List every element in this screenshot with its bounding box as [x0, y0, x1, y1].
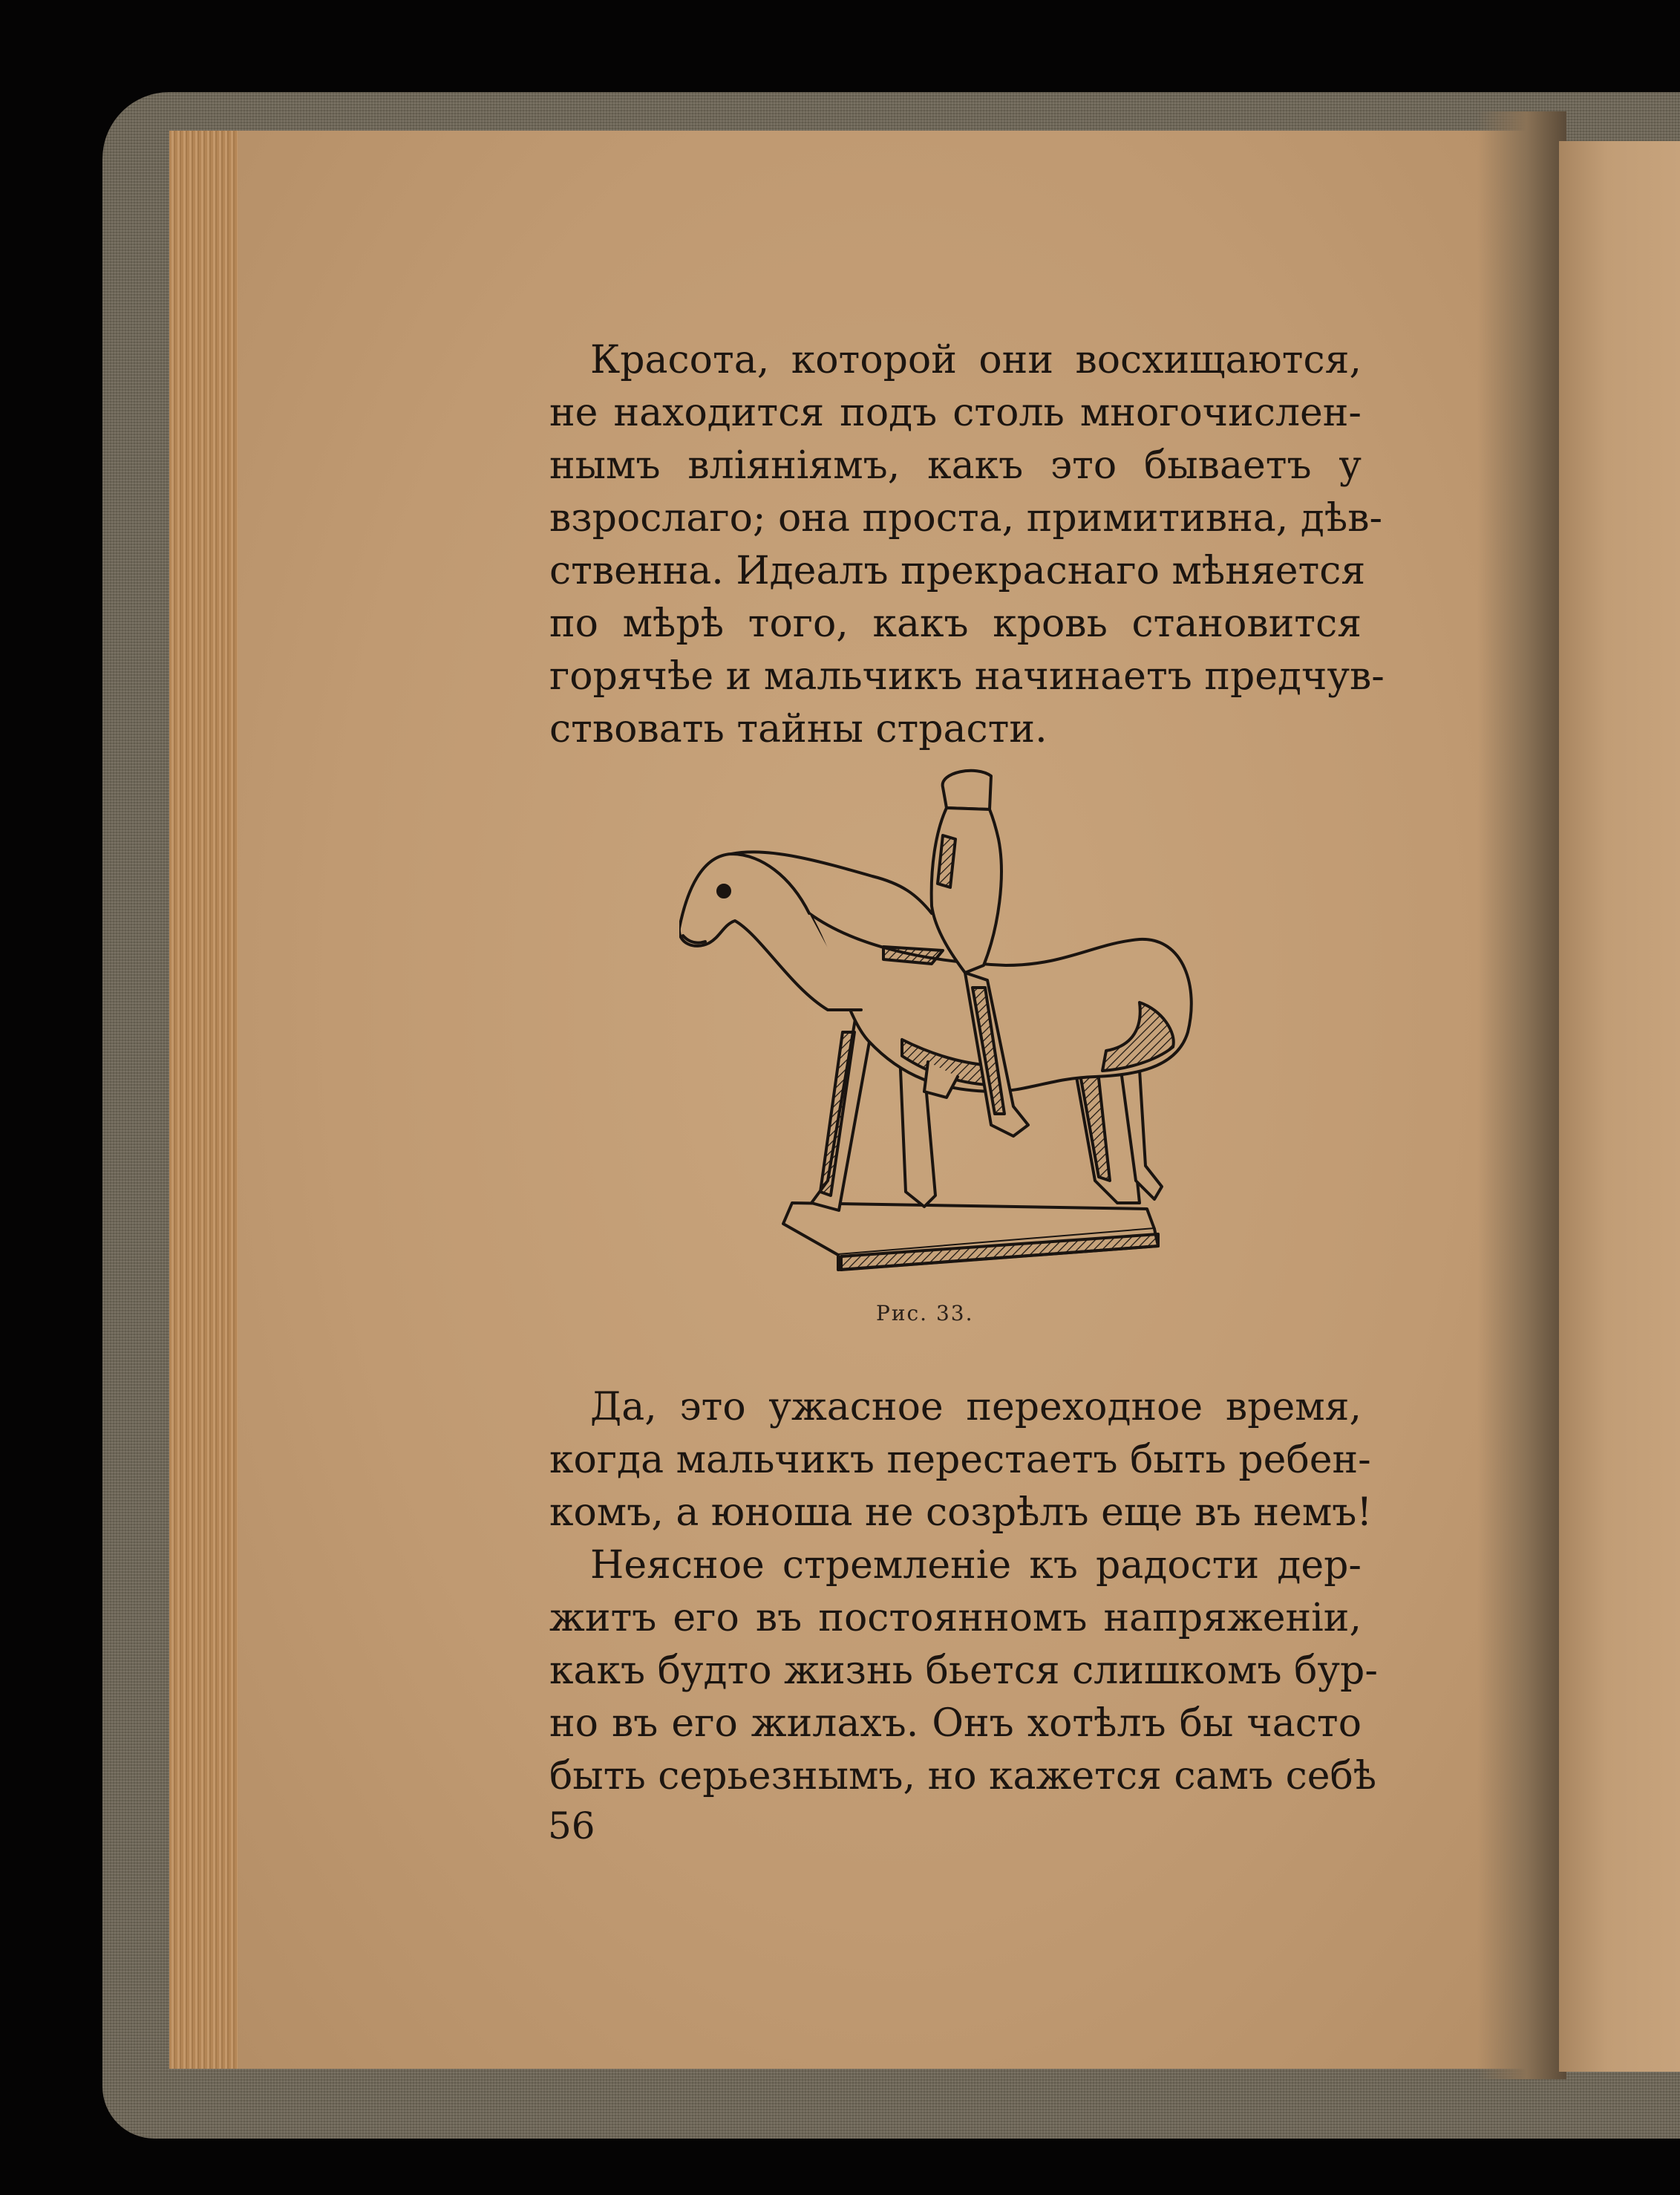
text-line: быть серьезнымъ, но кажется самъ себѣ: [549, 1754, 1377, 1798]
paragraph-2: [549, 1381, 1373, 1539]
text-line: горячѣе и мальчикъ начинаетъ предчув-: [549, 654, 1385, 699]
next-page-edge: [1559, 141, 1680, 2072]
text-line: по мѣрѣ того, какъ кровь становится: [549, 601, 1362, 646]
page-number: 56: [548, 1804, 595, 1847]
book-gutter: [1477, 111, 1566, 2079]
paragraph-1: [549, 334, 1385, 756]
text-line: житъ его въ постоянномъ напряженіи,: [549, 1596, 1362, 1640]
text-line: Да, это ужасное переходное время,: [590, 1385, 1362, 1429]
text-line: нымъ вліяніямъ, какъ это бываетъ у: [549, 443, 1362, 488]
horse-rider-figure: [679, 765, 1221, 1285]
text-line: ственна. Идеалъ прекраснаго мѣняется: [549, 549, 1366, 593]
text-line: не находится подъ столь многочислен-: [549, 391, 1362, 435]
figure-caption: Рис. 33.: [876, 1301, 974, 1325]
text-line: Неясное стремленіе къ радости дер-: [590, 1543, 1362, 1588]
text-line: когда мальчикъ перестаетъ быть ребен-: [549, 1438, 1371, 1482]
text-line: ствовать тайны страсти.: [549, 707, 1047, 751]
text-line: взрослаго; она проста, примитивна, дѣв-: [549, 496, 1383, 541]
text-line: Красота, которой они восхищаются,: [590, 338, 1362, 382]
text-line: какъ будто жизнь бьется слишкомъ бур-: [549, 1648, 1378, 1693]
paragraph-3: [549, 1539, 1378, 1803]
text-line: но въ его жилахъ. Онъ хотѣлъ бы часто: [549, 1701, 1362, 1746]
text-line: комъ, а юноша не созрѣлъ еще въ немъ!: [549, 1490, 1373, 1535]
